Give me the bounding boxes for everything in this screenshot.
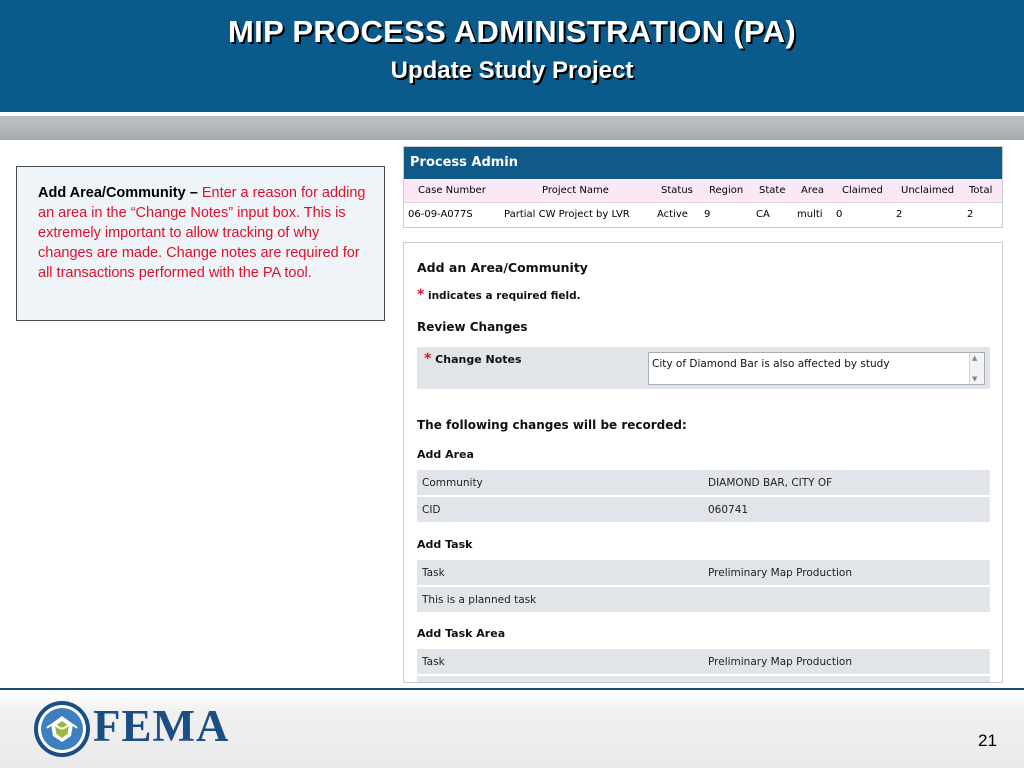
row-label: Community <box>422 477 483 489</box>
row-label: Task <box>422 567 445 579</box>
process-admin-panel <box>403 146 1003 228</box>
cell-region: 9 <box>704 209 711 220</box>
cell-area: multi <box>797 209 823 220</box>
required-star: * <box>424 351 432 367</box>
col-case-number[interactable]: Case Number <box>418 185 486 196</box>
cell-case-number: 06-09-A077S <box>408 209 473 220</box>
col-unclaimed[interactable]: Unclaimed <box>901 185 955 196</box>
page-number: 21 <box>978 731 997 750</box>
section-heading-add-task-area: Add Task Area <box>417 627 506 640</box>
fema-logo: FEMA <box>93 701 230 751</box>
change-notes-input[interactable] <box>648 352 985 385</box>
review-changes-heading: Review Changes <box>417 320 528 334</box>
table-row <box>417 470 990 495</box>
change-notes-scrollbar[interactable] <box>969 353 984 384</box>
add-area-panel <box>403 242 1003 683</box>
table-row <box>417 676 990 683</box>
col-area[interactable]: Area <box>801 185 825 196</box>
required-star: * <box>417 287 425 303</box>
callout-dash: – <box>185 185 202 201</box>
row-value: Preliminary Map Production <box>708 567 852 579</box>
process-admin-title: Process Admin <box>404 147 1002 179</box>
row-label: Task <box>422 656 445 668</box>
col-region[interactable]: Region <box>709 185 744 196</box>
slide-header <box>0 0 1024 114</box>
change-notes-label <box>424 351 522 367</box>
cell-state: CA <box>756 209 770 220</box>
process-admin-header-row <box>404 179 1002 203</box>
slide-subtitle: Update Study Project <box>390 57 634 84</box>
cell-claimed: 0 <box>836 209 843 220</box>
row-label: CID <box>422 504 441 516</box>
header-divider-strip <box>0 116 1024 140</box>
changes-heading: The following changes will be recorded: <box>417 418 687 432</box>
table-row <box>417 649 990 674</box>
cell-total: 2 <box>967 209 974 220</box>
required-note <box>417 287 581 303</box>
change-notes-row <box>417 347 990 389</box>
scroll-down-icon[interactable]: ▼ <box>972 375 978 383</box>
col-project-name[interactable]: Project Name <box>542 185 609 196</box>
table-row <box>404 203 1002 227</box>
section-heading-add-task: Add Task <box>417 538 473 551</box>
row-value: DIAMOND BAR, CITY OF <box>708 477 833 489</box>
col-status[interactable]: Status <box>661 185 693 196</box>
row-value: Preliminary Map Production <box>708 656 852 668</box>
change-notes-label-text: Change Notes <box>435 353 522 366</box>
table-row <box>417 560 990 585</box>
section-heading-add-area: Add Area <box>417 448 474 461</box>
col-total[interactable]: Total <box>969 185 993 196</box>
slide-title: MIP PROCESS ADMINISTRATION (PA) <box>228 14 796 49</box>
scroll-up-icon[interactable]: ▲ <box>972 354 978 362</box>
table-row <box>417 497 990 522</box>
col-claimed[interactable]: Claimed <box>842 185 883 196</box>
dhs-seal-icon <box>33 700 91 758</box>
table-row <box>417 587 990 612</box>
add-area-title: Add an Area/Community <box>417 260 588 275</box>
cell-unclaimed: 2 <box>896 209 903 220</box>
callout-heading: Add Area/Community <box>38 185 186 201</box>
row-label: This is a planned task <box>422 594 537 606</box>
col-state[interactable]: State <box>759 185 786 196</box>
cell-status: Active <box>657 209 688 220</box>
callout-text: Enter a reason for adding an area in the “Change Notes” input box. This is extremely important to allow tracking of why changes are made. Change notes are required for all transactions performed with the PA tool. <box>38 185 366 281</box>
required-text: indicates a required field. <box>424 290 581 302</box>
row-value: 060741 <box>708 504 749 516</box>
cell-project-name: Partial CW Project by LVR <box>504 209 630 220</box>
change-notes-value: City of Diamond Bar is also affected by study <box>652 358 890 370</box>
callout-box <box>16 166 385 321</box>
